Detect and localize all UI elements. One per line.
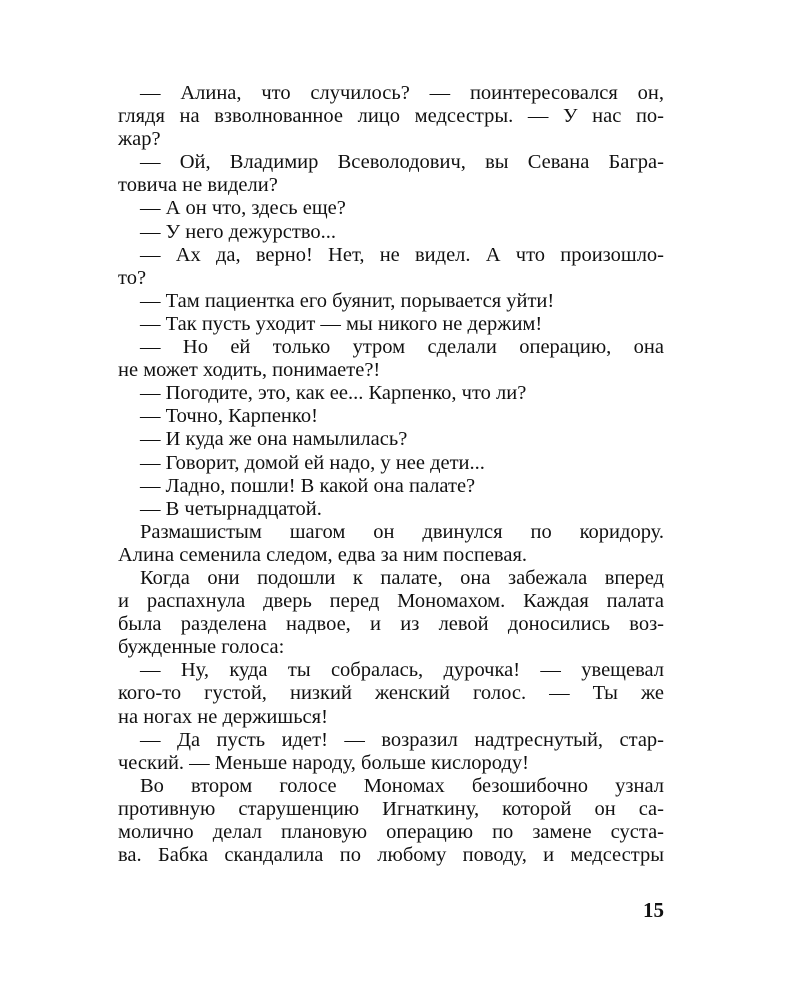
text-line: не может ходить, понимаете?! (118, 359, 381, 382)
text-line: то? (118, 266, 147, 289)
text-line: — Там пациентка его буянит, порывается уйти! (140, 289, 555, 312)
text-line: и распахнула дверь перед Мономахом. Каждая палата (118, 590, 664, 613)
text-line: — Ну, куда ты собралась, дурочка! — увещевал (140, 659, 664, 682)
text-line: — Погодите, это, как ее... Карпенко, что ли? (140, 382, 527, 405)
text-line: глядя на взволнованное лицо медсестры. — У нас по- (118, 105, 664, 128)
text-line: противную старушенцию Игнаткину, которой он са- (118, 797, 664, 820)
text-line: Во втором голосе Мономах безошибочно узнал (140, 774, 664, 797)
text-line: — Точно, Карпенко! (140, 405, 318, 428)
text-line: — Алина, что случилось? — поинтересовался он, (140, 82, 664, 104)
text-line: жар? (118, 128, 161, 151)
text-line: — У него дежурство... (140, 220, 337, 243)
text-line: — А он что, здесь еще? (140, 197, 346, 220)
text-line: кого-то густой, низкий женский голос. — Ты же (118, 682, 664, 705)
page-number: 15 (643, 898, 664, 922)
text-line: была разделена надвое, и из левой доносились воз- (118, 613, 664, 636)
text-line: бужденные голоса: (118, 636, 285, 659)
text-line: Алина семенила следом, едва за ним поспевая. (118, 543, 527, 566)
body-text (118, 82, 664, 867)
text-line: ва. Бабка скандалила по любому поводу, и медсестры (118, 844, 664, 867)
text-line: товича не видели? (118, 174, 278, 197)
text-line: — Ах да, верно! Нет, не видел. А что произошло- (140, 243, 664, 266)
text-line: на ногах не держишься! (118, 705, 328, 728)
text-line: молично делал плановую операцию по замене суста- (118, 821, 664, 843)
text-line: Размашистым шагом он двинулся по коридору. (140, 520, 664, 543)
text-line: Когда они подошли к палате, она забежала вперед (140, 566, 664, 589)
text-line: — Да пусть идет! — возразил надтреснутый, стар- (140, 728, 664, 751)
text-line: — Так пусть уходит — мы никого не держим! (140, 312, 543, 335)
text-line: — И куда же она намылилась? (140, 428, 408, 451)
text-line: — В четырнадцатой. (140, 497, 322, 520)
text-line: ческий. — Меньше народу, больше кислороду! (118, 751, 529, 774)
text-line: — Ой, Владимир Всеволодович, вы Севана Багра- (140, 151, 664, 174)
text-line: — Но ей только утром сделали операцию, она (140, 336, 664, 359)
text-line: — Ладно, пошли! В какой она палате? (140, 474, 476, 497)
text-line: — Говорит, домой ей надо, у нее дети... (140, 451, 485, 474)
